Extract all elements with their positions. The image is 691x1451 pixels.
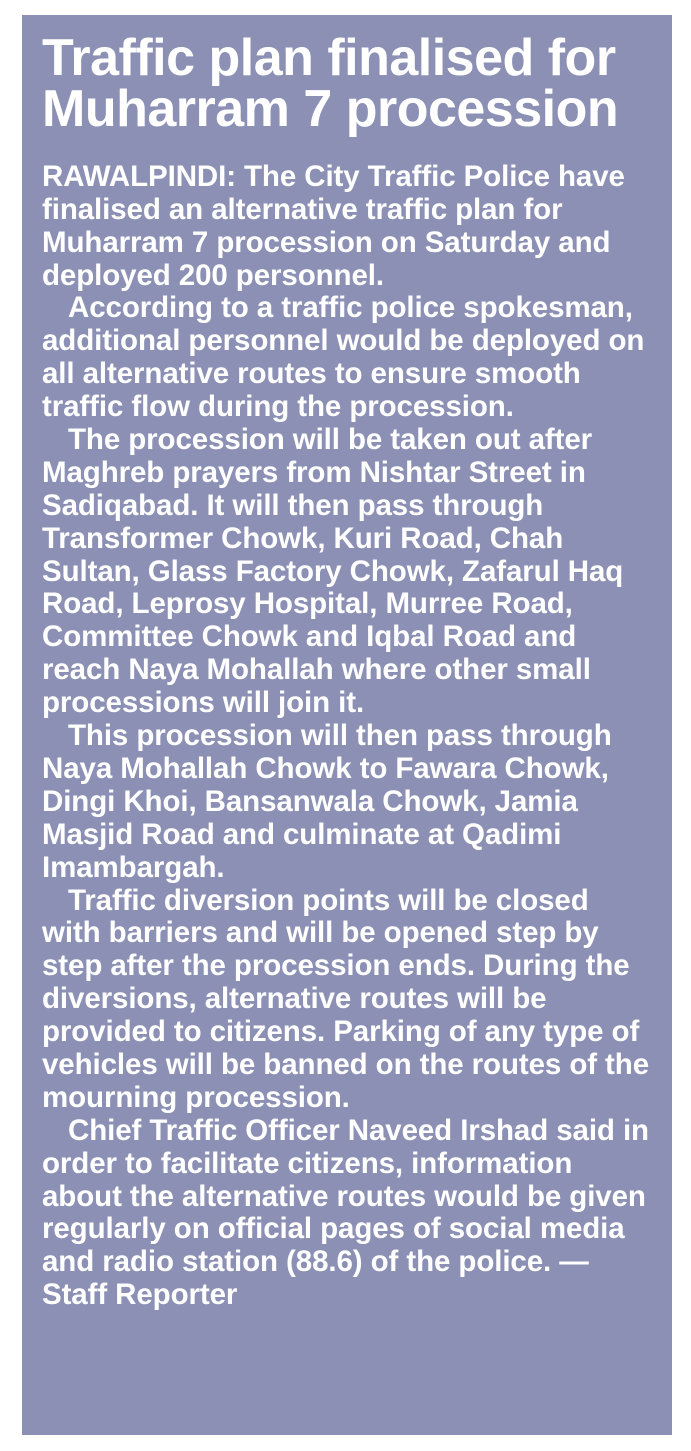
article-paragraph: Chief Traffic Officer Naveed Irshad said in order to facilitate citizens, information about the alternative routes would be given regularly on official pages of social media and radio station (88.6) of the police. — Staff Reporter (42, 1113, 649, 1312)
headline-line-2: Muharram 7 procession (42, 79, 619, 138)
article-paragraph: Traffic diversion points will be closed with barriers and will be opened step by step after the procession ends. During the diversions, alternative routes will be provided to citizens. Parking of any type of vehicles will be banned on the routes of the mourning procession. (42, 883, 650, 1114)
news-article-clipping (22, 15, 672, 1435)
page-title (42, 29, 652, 138)
headline-line-1: Traffic plan finalised for (42, 29, 616, 87)
article-paragraph: RAWALPINDI: The City Traffic Police have finalised an alternative traffic plan for Muharram 7 procession on Saturday and deployed 200 personnel. (42, 159, 625, 292)
article-body (42, 161, 652, 1312)
article-paragraph: The procession will be taken out after Maghreb prayers from Nishtar Street in Sadiqabad. It will then pass through Transformer Chowk, Kuri Road, Chah Sultan, Glass Factory Chowk, Zafarul Haq Road, Leprosy Hospital, Murree Road, Committee Chowk and Iqbal Road and reach Naya Mohallah where other small processions will join it. (42, 423, 624, 720)
article-paragraph: This procession will then pass through Naya Mohallah Chowk to Fawara Chowk, Dingi Khoi, Bansanwala Chowk, Jamia Masjid Road and culminate at Qadimi Imambargah. (42, 719, 612, 884)
article-paragraph: According to a traffic police spokesman, additional personnel would be deployed on all alternative routes to ensure smooth traffic flow during the procession. (42, 291, 645, 424)
